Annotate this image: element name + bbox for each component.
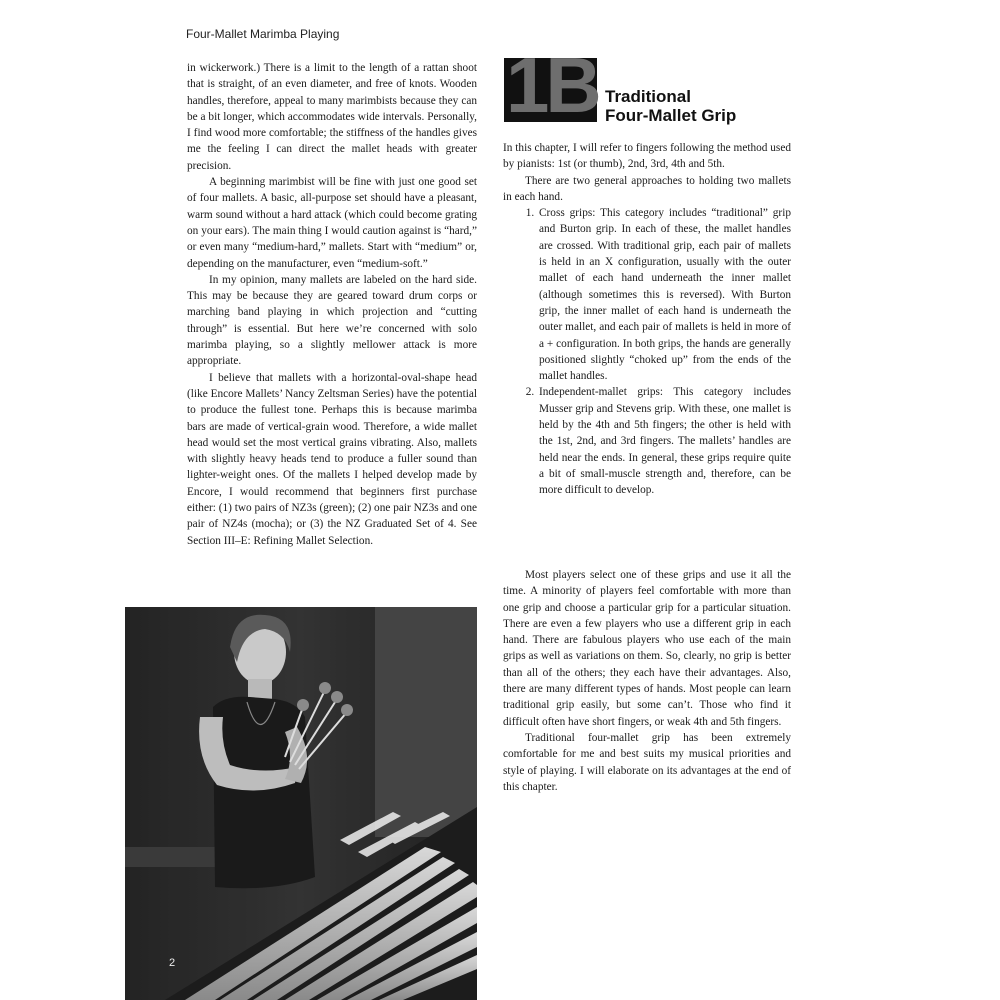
list-item: 2. Independent-mallet grips: This category includes Musser grip and Stevens grip. With these, one mallet is held by the 4th and 5th fingers; the other is held with the 1st, 2nd, and 3rd fingers. The mallets’ handles are held near the ends. In general, these grips require quite a bit of small-muscle strength and, therefore, can be more difficult to develop. [537, 384, 791, 498]
paragraph: in wickerwork.) There is a limit to the length of a rattan shoot that is straight, of an even diameter, and free of knots. Wooden handles, therefore, appeal to many marimbists because they can be a bit longer, which accommodates wide intervals. Personally, I find wood more comfortable; the stiffness of the handles gives me the feeling I can direct the mallet heads with greater precision. [187, 62, 477, 172]
right-column-bottom [503, 567, 791, 795]
chapter-number-badge [504, 41, 598, 129]
paragraph: I believe that mallets with a horizontal-oval-shape head (like Encore Mallets’ Nancy Zeltsman Series) have the potential to produce the fullest tone. Perhaps this is because marimba bars are made of vertical-grain wood. Therefore, a wide mallet head would set the most vertical grains vibrating. Also, mallets with slightly heavy heads tend to produce a fuller sound than lighter-weight ones. Of the mallets I helped develop made by Encore, I would recommend that beginners first purchase either: (1) two pairs of NZ3s (green); (2) one pair NZ3s and one pair of NZ4s (mocha); or (3) the NZ Graduated Set of 4. See Section III–E: Refining Mallet Selection. [187, 371, 477, 547]
grip-list [503, 205, 791, 498]
chapter-title-line: Traditional [605, 87, 691, 106]
paragraph: In this chapter, I will refer to fingers following the method used by pianists: 1st (or thumb), 2nd, 3rd, 4th and 5th. [503, 142, 791, 171]
paragraph: Traditional four-mallet grip has been extremely comfortable for me and best suits my musical priorities and style of playing. I will elaborate on its advantages at the end of this chapter. [503, 731, 791, 793]
paragraph: In my opinion, many mallets are labeled on the hard side. This may be because they are geared toward drum corps or marching band playing in which projection and “cutting through” is essential. But here we’re concerned with solo marimba playing, so a slightly mellower attack is more appropriate. [187, 273, 477, 368]
left-column [187, 60, 477, 549]
marimbist-photo [125, 607, 477, 1000]
list-item: 1. Cross grips: This category includes “traditional” grip and Burton grip. In each of these, the mallet handles are crossed. With traditional grip, each pair of mallets is held in an X configuration, usually with the outer mallet of each hand underneath the inner mallet (although sometimes this is reversed). With Burton grip, the inner mallet of each hand is underneath the outer mallet, and each pair of mallets is held in more of a + configuration. In both grips, the hands are generally positioned slightly “choked up” from the ends of the mallet handles. [537, 205, 791, 384]
paragraph: A beginning marimbist will be fine with just one good set of four mallets. A basic, all-purpose set should have a pleasant, warm sound without a hard attack (which could become grating on your ears). The main thing I would caution against is “hard,” or even many “medium-hard,” mallets. Start with “medium” or, depending on the manufacturer, even “medium-soft.” [187, 176, 477, 270]
right-column-top [503, 140, 791, 499]
paragraph: Most players select one of these grips and use it all the time. A minority of players feel comfortable with more than one grip and choose a particular grip for a particular situation. There are even a few players who use a different grip in each hand. There are fabulous players who use each of the main grips as well as variations on them. So, clearly, no grip is better than all of the others; they each have their advantages. Also, there are many different types of hands. Most people can learn traditional grip easily, but some can’t. Those who find it difficult often have short fingers, or weak 4th and 5th fingers. [503, 569, 791, 728]
running-head: Four-Mallet Marimba Playing [186, 27, 340, 41]
paragraph: There are two general approaches to holding two mallets in each hand. [503, 174, 791, 203]
chapter-title [605, 87, 736, 125]
chapter-title-line: Four-Mallet Grip [605, 106, 737, 125]
chapter-heading [504, 41, 804, 129]
page-number: 2 [169, 957, 176, 969]
chapter-number: 1B [506, 41, 598, 129]
